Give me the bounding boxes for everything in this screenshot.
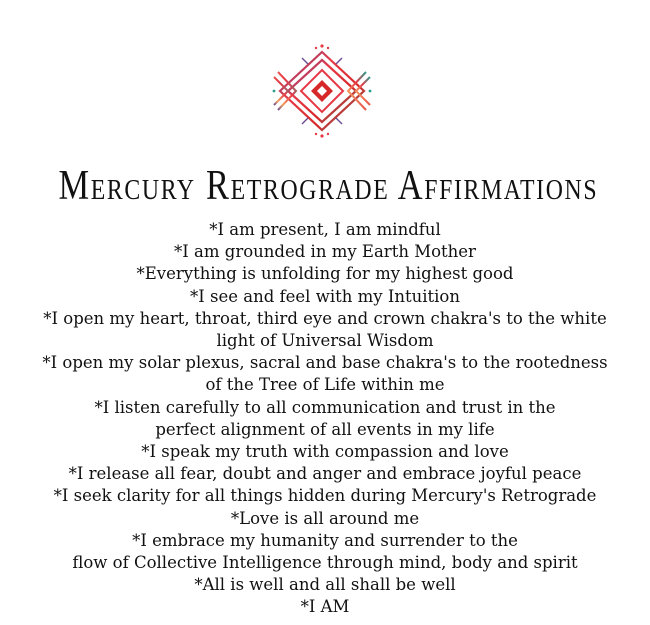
affirmation-line: *I am grounded in my Earth Mother xyxy=(174,242,476,262)
affirmation-line: *Everything is unfolding for my highest good xyxy=(136,264,514,284)
affirmation-line: *I open my solar plexus, sacral and base chakra's to the rootedness xyxy=(42,353,608,373)
affirmation-line: *I see and feel with my Intuition xyxy=(190,286,460,306)
affirmation-line: *I listen carefully to all communication and trust in the xyxy=(94,397,556,417)
affirmation-line: light of Universal Wisdom xyxy=(216,331,434,351)
affirmation-line: *I am present, I am mindful xyxy=(209,220,441,239)
affirmation-line: *Love is all around me xyxy=(230,508,420,528)
affirmation-line: *I embrace my humanity and surrender to the xyxy=(132,530,518,550)
affirmation-line: *I seek clarity for all things hidden during Mercury's Retrograde xyxy=(53,486,597,506)
mandala-logo-icon xyxy=(272,44,372,138)
affirmation-line: *I speak my truth with compassion and love xyxy=(141,442,509,462)
affirmation-line: *I open my heart, throat, third eye and crown chakra's to the white xyxy=(43,308,607,328)
affirmation-line: *I release all fear, doubt and anger and embrace joyful peace xyxy=(68,464,582,484)
affirmation-line: *All is well and all shall be well xyxy=(194,575,456,595)
affirmation-line: of the Tree of Life within me xyxy=(205,375,445,395)
affirmation-list xyxy=(0,219,650,619)
affirmation-line: flow of Collective Intelligence through mind, body and spirit xyxy=(72,553,578,573)
affirmation-line: *I AM xyxy=(300,597,350,617)
affirmation-line: perfect alignment of all events in my life xyxy=(155,419,495,439)
page-title: Mercury Retrograde Affirmations xyxy=(58,163,599,209)
